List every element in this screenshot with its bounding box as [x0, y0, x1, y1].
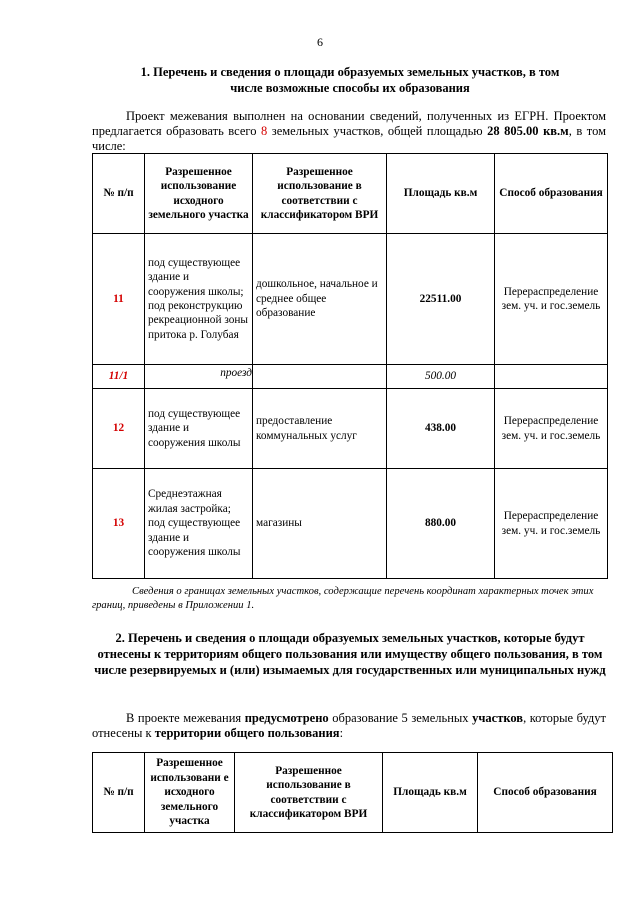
row-number: 13: [93, 469, 145, 579]
section-1-paragraph: [92, 109, 606, 154]
section-2-paragraph: [92, 711, 606, 741]
para-2-text-4: :: [339, 726, 344, 740]
row-area: 438.00: [387, 389, 495, 469]
row-number: 11: [93, 234, 145, 365]
row-original-use: под существующее здание и сооружения школы; под реконструкцию рекреационной зоны притока р. Голубая: [145, 234, 253, 365]
header-area: Площадь кв.м: [387, 154, 495, 234]
row-original-use: под существующее здание и сооружения школы: [145, 389, 253, 469]
row-method: Перераспределение зем. уч. и гос.земель: [495, 469, 608, 579]
coordinates-note-text: Сведения о границах земельных участков, содержащие перечень координат характерных точек этих границ, приведены в Приложении 1.: [92, 586, 594, 611]
section-1-title-line-1: 1. Перечень и сведения о площади образуемых земельных участков, в том: [140, 65, 560, 79]
header-original-use: Разрешенное использовани е исходного земельного участка: [145, 753, 235, 833]
section-2-title: 2. Перечень и сведения о площади образуемых земельных участков, которые будут отнесены к территориям общего пользования или имуществу общего пользования, в том числе резервируемых и (или) изымаемых для государственных или муниципальных нужд: [94, 631, 606, 677]
row-area: 22511.00: [387, 234, 495, 365]
row-original-use: Среднеэтажная жилая застройка; под существующее здание и сооружения школы: [145, 469, 253, 579]
row-area: 880.00: [387, 469, 495, 579]
section-1-title-line-2: числе возможные способы их образования: [230, 81, 470, 95]
row-vri-use: [253, 365, 387, 389]
table-row: [93, 365, 608, 389]
row-method: [495, 365, 608, 389]
header-number: № п/п: [93, 753, 145, 833]
para-2-bold-3: территории общего пользования: [154, 726, 340, 740]
table-row: [93, 234, 608, 365]
header-area: Площадь кв.м: [383, 753, 478, 833]
header-method: Способ образования: [495, 154, 608, 234]
page-number: 6: [317, 35, 323, 49]
plots-table: [92, 153, 608, 579]
para-2-text-1: В проекте межевания: [126, 711, 245, 725]
para-2-text-2: образование 5 земельных: [328, 711, 473, 725]
para-2-bold-2: участков: [472, 711, 524, 725]
table-row: [93, 389, 608, 469]
public-plots-table: [92, 752, 613, 833]
row-number: 11/1: [93, 365, 145, 389]
para-2-bold-1: предусмотрено: [244, 711, 329, 725]
plot-count: 8: [261, 124, 268, 138]
row-number: 12: [93, 389, 145, 469]
row-method: Перераспределение зем. уч. и гос.земель: [495, 234, 608, 365]
table-header-row: [93, 154, 608, 234]
header-original-use: Разрешенное использование исходного земельного участка: [145, 154, 253, 234]
row-vri-use: магазины: [253, 469, 387, 579]
coordinates-note: [92, 585, 606, 613]
row-vri-use: предоставление коммунальных услуг: [253, 389, 387, 469]
table-header-row: [93, 753, 613, 833]
total-area: 28 805.00 кв.м: [487, 124, 569, 138]
header-number: № п/п: [93, 154, 145, 234]
header-vri-use: Разрешенное использование в соответствии с классификатором ВРИ: [235, 753, 383, 833]
para-text-1: Проект межевания выполнен на основании сведений, полученных из ЕГРН. Проектом предлагается образовать всего: [92, 109, 606, 138]
section-1-title: [90, 64, 610, 96]
para-2-text-3: , которые будут отнесены к: [92, 711, 606, 740]
row-area: 500.00: [387, 365, 495, 389]
header-vri-use: Разрешенное использование в соответствии с классификатором ВРИ: [253, 154, 387, 234]
header-method: Способ образования: [478, 753, 613, 833]
row-method: Перераспределение зем. уч. и гос.земель: [495, 389, 608, 469]
para-text-3: , в том числе:: [92, 124, 606, 153]
row-vri-use: дошкольное, начальное и среднее общее образование: [253, 234, 387, 365]
row-original-use: проезд: [145, 365, 253, 389]
table-row: [93, 469, 608, 579]
para-text-2: земельных участков, общей площадью: [267, 124, 488, 138]
